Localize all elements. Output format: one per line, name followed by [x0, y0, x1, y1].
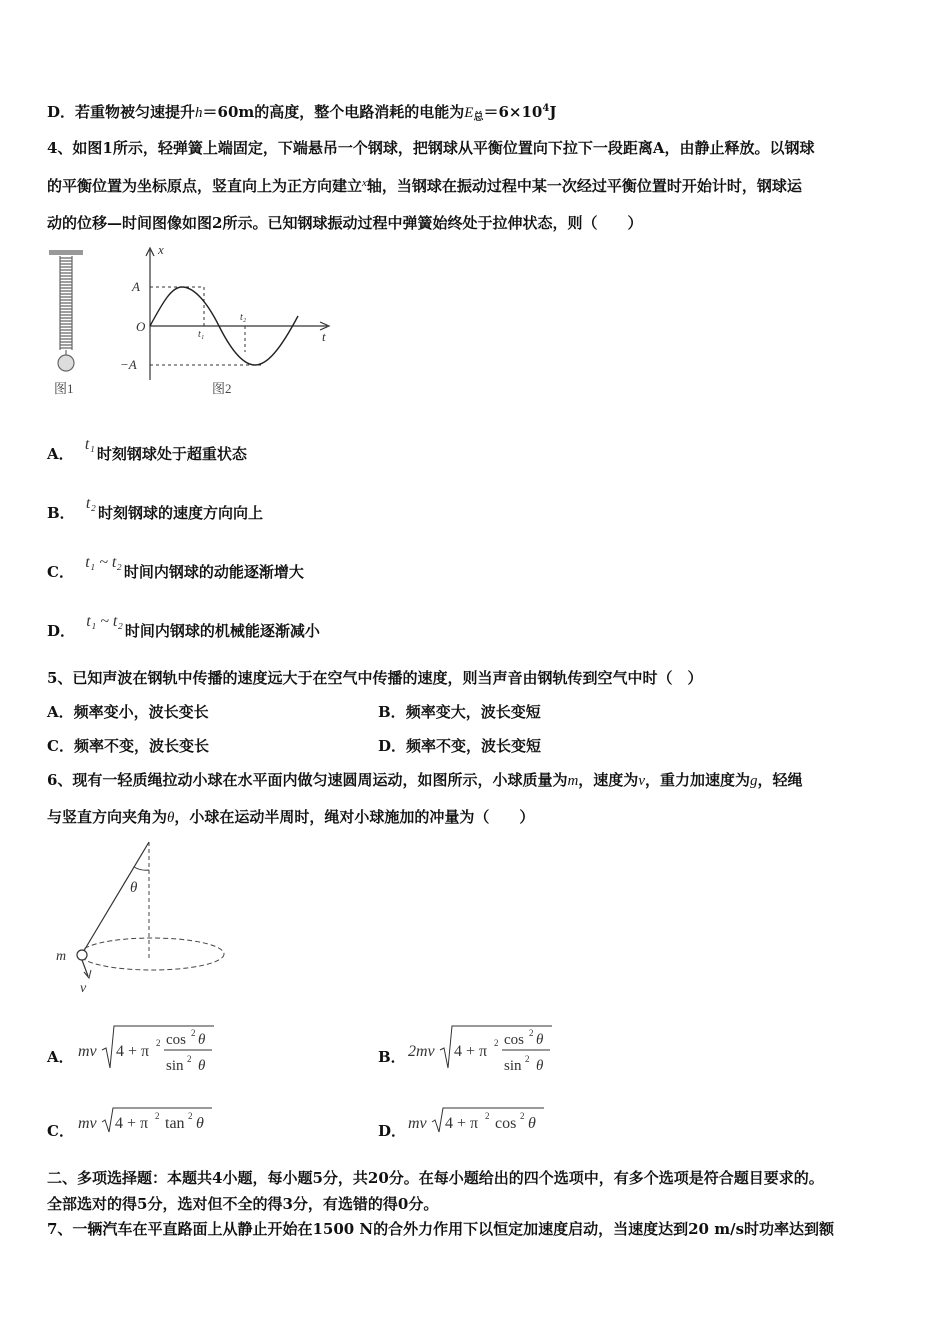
ball — [77, 950, 87, 960]
svg-text:tan: tan — [165, 1115, 185, 1132]
label-t1: t₁ — [198, 329, 205, 340]
q6-stem-line2: 与竖直方向夹角为θ，小球在运动半周时，绳对小球施加的冲量为（ ） — [47, 808, 535, 826]
svg-text:mv: mv — [78, 1115, 97, 1132]
label-t2: t₂ — [240, 312, 247, 323]
svg-text:2: 2 — [520, 1111, 525, 1121]
fig2-caption: 图2 — [212, 381, 232, 396]
svg-text:2: 2 — [191, 1028, 196, 1038]
q4-figure-spring — [44, 246, 94, 396]
q4-option-c: C． t₁ ~ t₂时间内钢球的动能逐渐增大 — [47, 554, 304, 581]
svg-text:θ: θ — [536, 1058, 544, 1074]
svg-text:2: 2 — [485, 1111, 490, 1121]
q6-option-b-label: B． — [378, 1048, 406, 1066]
q5-option-a: A．频率变小，波长变长 — [47, 703, 209, 721]
q6-option-b-formula — [406, 1020, 566, 1078]
svg-text:sin: sin — [504, 1058, 522, 1074]
q6-figure-conical-pendulum — [44, 838, 234, 998]
q7-stem-line1: 7、一辆汽车在平直路面上从静止开始在1500 N的合外力作用下以恒定加速度启动，当速度达到20 m/s时功率达到额 — [47, 1220, 835, 1238]
q4-option-d: D． t₁ ~ t₂时间内钢球的机械能逐渐减小 — [47, 613, 320, 640]
svg-text:mv: mv — [78, 1043, 97, 1060]
q6-option-c-label: C． — [47, 1122, 74, 1140]
q5-option-b: B．频率变大，波长变短 — [378, 703, 541, 721]
q6-option-a-formula — [76, 1020, 226, 1078]
label-amplitude: A — [132, 279, 140, 294]
svg-text:4 + π: 4 + π — [445, 1115, 479, 1132]
fig1-caption: 图1 — [54, 381, 74, 396]
svg-text:2: 2 — [187, 1054, 192, 1064]
q3-option-d: D．若重物被匀速提升h＝60m的高度，整个电路消耗的电能为$E_总=6\times 10^4J$ — [47, 103, 557, 123]
q5-option-c: C．频率不变，波长变长 — [47, 737, 209, 755]
ceiling-bar — [49, 250, 83, 255]
fig-v-label: v — [80, 981, 87, 996]
svg-text:2mv: 2mv — [408, 1043, 435, 1060]
svg-text:2: 2 — [188, 1111, 193, 1121]
q5-stem: 5、已知声波在钢轨中传播的速度远大于在空气中传播的速度，则当声音由钢轨传到空气中时（ ） — [47, 669, 703, 687]
svg-text:2: 2 — [529, 1028, 534, 1038]
q6-option-d-formula — [406, 1104, 556, 1136]
rope-line — [82, 842, 149, 954]
section2-heading-line2: 全部选对的得5分，选对但不全的得3分，有选错的得0分。 — [47, 1195, 439, 1213]
svg-text:mv: mv — [408, 1115, 427, 1132]
svg-text:sin: sin — [166, 1058, 184, 1074]
fig-m-label: m — [56, 949, 67, 964]
svg-text:θ: θ — [196, 1115, 204, 1132]
circular-path — [80, 938, 224, 970]
q4-stem-line2: 的平衡位置为坐标原点，竖直向上为正方向建立$^x$轴，当钢球在振动过程中某一次经过平衡位置时开始计时，钢球运 — [47, 177, 802, 195]
q6-stem-line1: 6、现有一轻质绳拉动小球在水平面内做匀速圆周运动，如图所示，小球质量为m，速度为v，重力加速度为g，轻绳 — [47, 771, 803, 789]
q6-option-c-formula — [76, 1104, 226, 1136]
svg-text:θ: θ — [198, 1032, 206, 1048]
q4-option-a: A． t₁时刻钢球处于超重状态 — [47, 436, 247, 463]
label-origin: O — [136, 319, 146, 334]
svg-text:2: 2 — [525, 1054, 530, 1064]
q5-option-d: D．频率不变，波长变短 — [378, 737, 542, 755]
svg-text:2: 2 — [155, 1111, 160, 1121]
svg-text:2: 2 — [494, 1038, 499, 1048]
q4-figure-graph — [112, 240, 342, 400]
q4-option-b: B． t₂时刻钢球的速度方向向上 — [47, 495, 263, 522]
svg-text:cos: cos — [495, 1115, 517, 1132]
svg-text:cos: cos — [504, 1032, 524, 1048]
label-negative-amplitude: −A — [120, 357, 137, 372]
axis-label-x: x — [158, 242, 164, 257]
svg-text:4 + π: 4 + π — [115, 1115, 149, 1132]
steel-ball — [58, 355, 74, 371]
q4-stem-line1: 4、如图1所示，轻弹簧上端固定，下端悬吊一个钢球，把钢球从平衡位置向下拉下一段距离A，由静止释放。以钢球 — [47, 139, 815, 157]
axis-label-t: t — [322, 329, 326, 344]
svg-text:4 + π: 4 + π — [116, 1043, 150, 1060]
q4-stem-line3: 动的位移—时间图像如图2所示。已知钢球振动过程中弹簧始终处于拉伸状态，则（ ） — [47, 214, 643, 232]
svg-text:θ: θ — [528, 1115, 536, 1132]
spring-coils — [60, 256, 72, 350]
angle-arc — [134, 867, 149, 870]
svg-text:2: 2 — [156, 1038, 161, 1048]
svg-text:θ: θ — [536, 1032, 544, 1048]
svg-text:θ: θ — [198, 1058, 206, 1074]
section2-heading-line1: 二、多项选择题：本题共4小题，每小题5分，共20分。在每小题给出的四个选项中，有多个选项是符合题目要求的。 — [47, 1169, 824, 1187]
svg-text:cos: cos — [166, 1032, 186, 1048]
fig-theta-label: θ — [130, 880, 138, 896]
q6-option-a-label: A． — [47, 1048, 74, 1066]
q6-option-d-label: D． — [378, 1122, 407, 1140]
svg-text:4 + π: 4 + π — [454, 1043, 488, 1060]
